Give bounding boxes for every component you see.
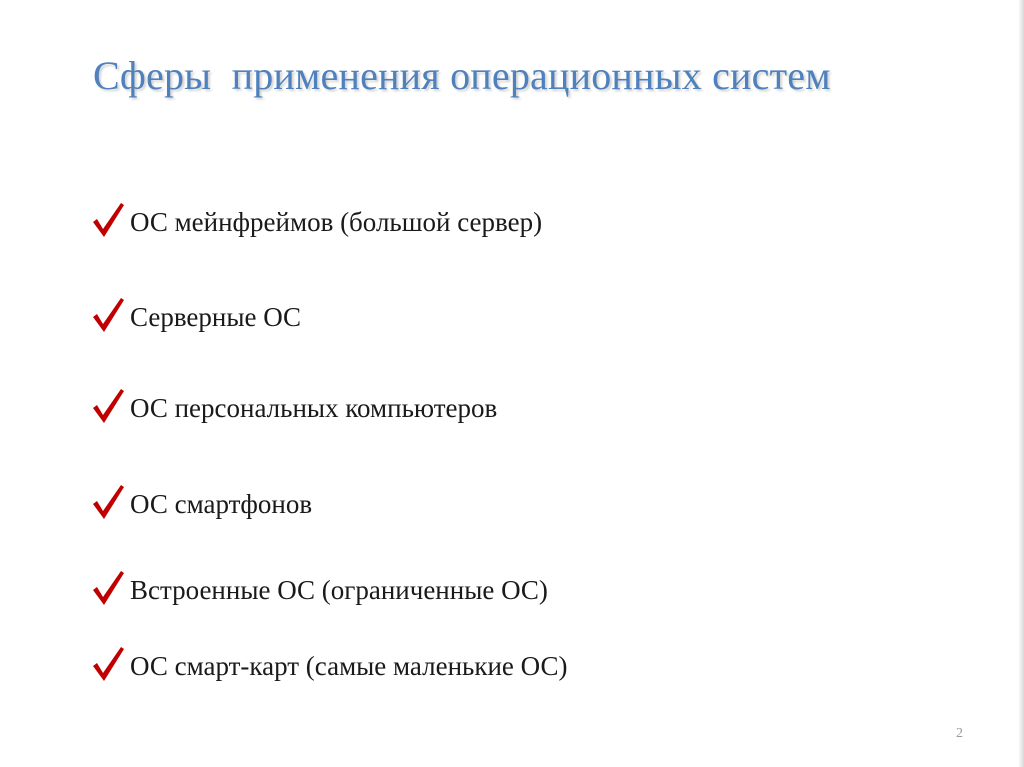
checkmark-icon <box>90 386 126 426</box>
list-item-text: Встроенные ОС (ограниченные ОС) <box>130 575 548 605</box>
checkmark-icon <box>90 568 126 608</box>
slide-title: Сферы применения операционных систем <box>93 53 831 98</box>
checkmark-icon <box>90 644 126 684</box>
checkmark-icon <box>90 482 126 522</box>
list-item-text: Серверные ОС <box>130 302 302 332</box>
list-item <box>90 190 542 240</box>
list-item <box>90 376 497 426</box>
slide-edge-shadow <box>1018 0 1024 767</box>
list-item <box>90 472 312 522</box>
list-item <box>90 558 548 608</box>
checkmark-icon <box>90 295 126 335</box>
page-number: 2 <box>956 726 963 741</box>
list-item <box>90 285 301 335</box>
checkmark-icon <box>90 200 126 240</box>
list-item-text: ОС смартфонов <box>130 489 313 519</box>
list-item-text: ОС смарт-карт (самые маленькие ОС) <box>130 651 568 681</box>
list-item <box>90 634 568 684</box>
list-item-text: ОС персональных компьютеров <box>130 393 498 423</box>
list-item-text: ОС мейнфреймов (большой сервер) <box>130 207 543 237</box>
